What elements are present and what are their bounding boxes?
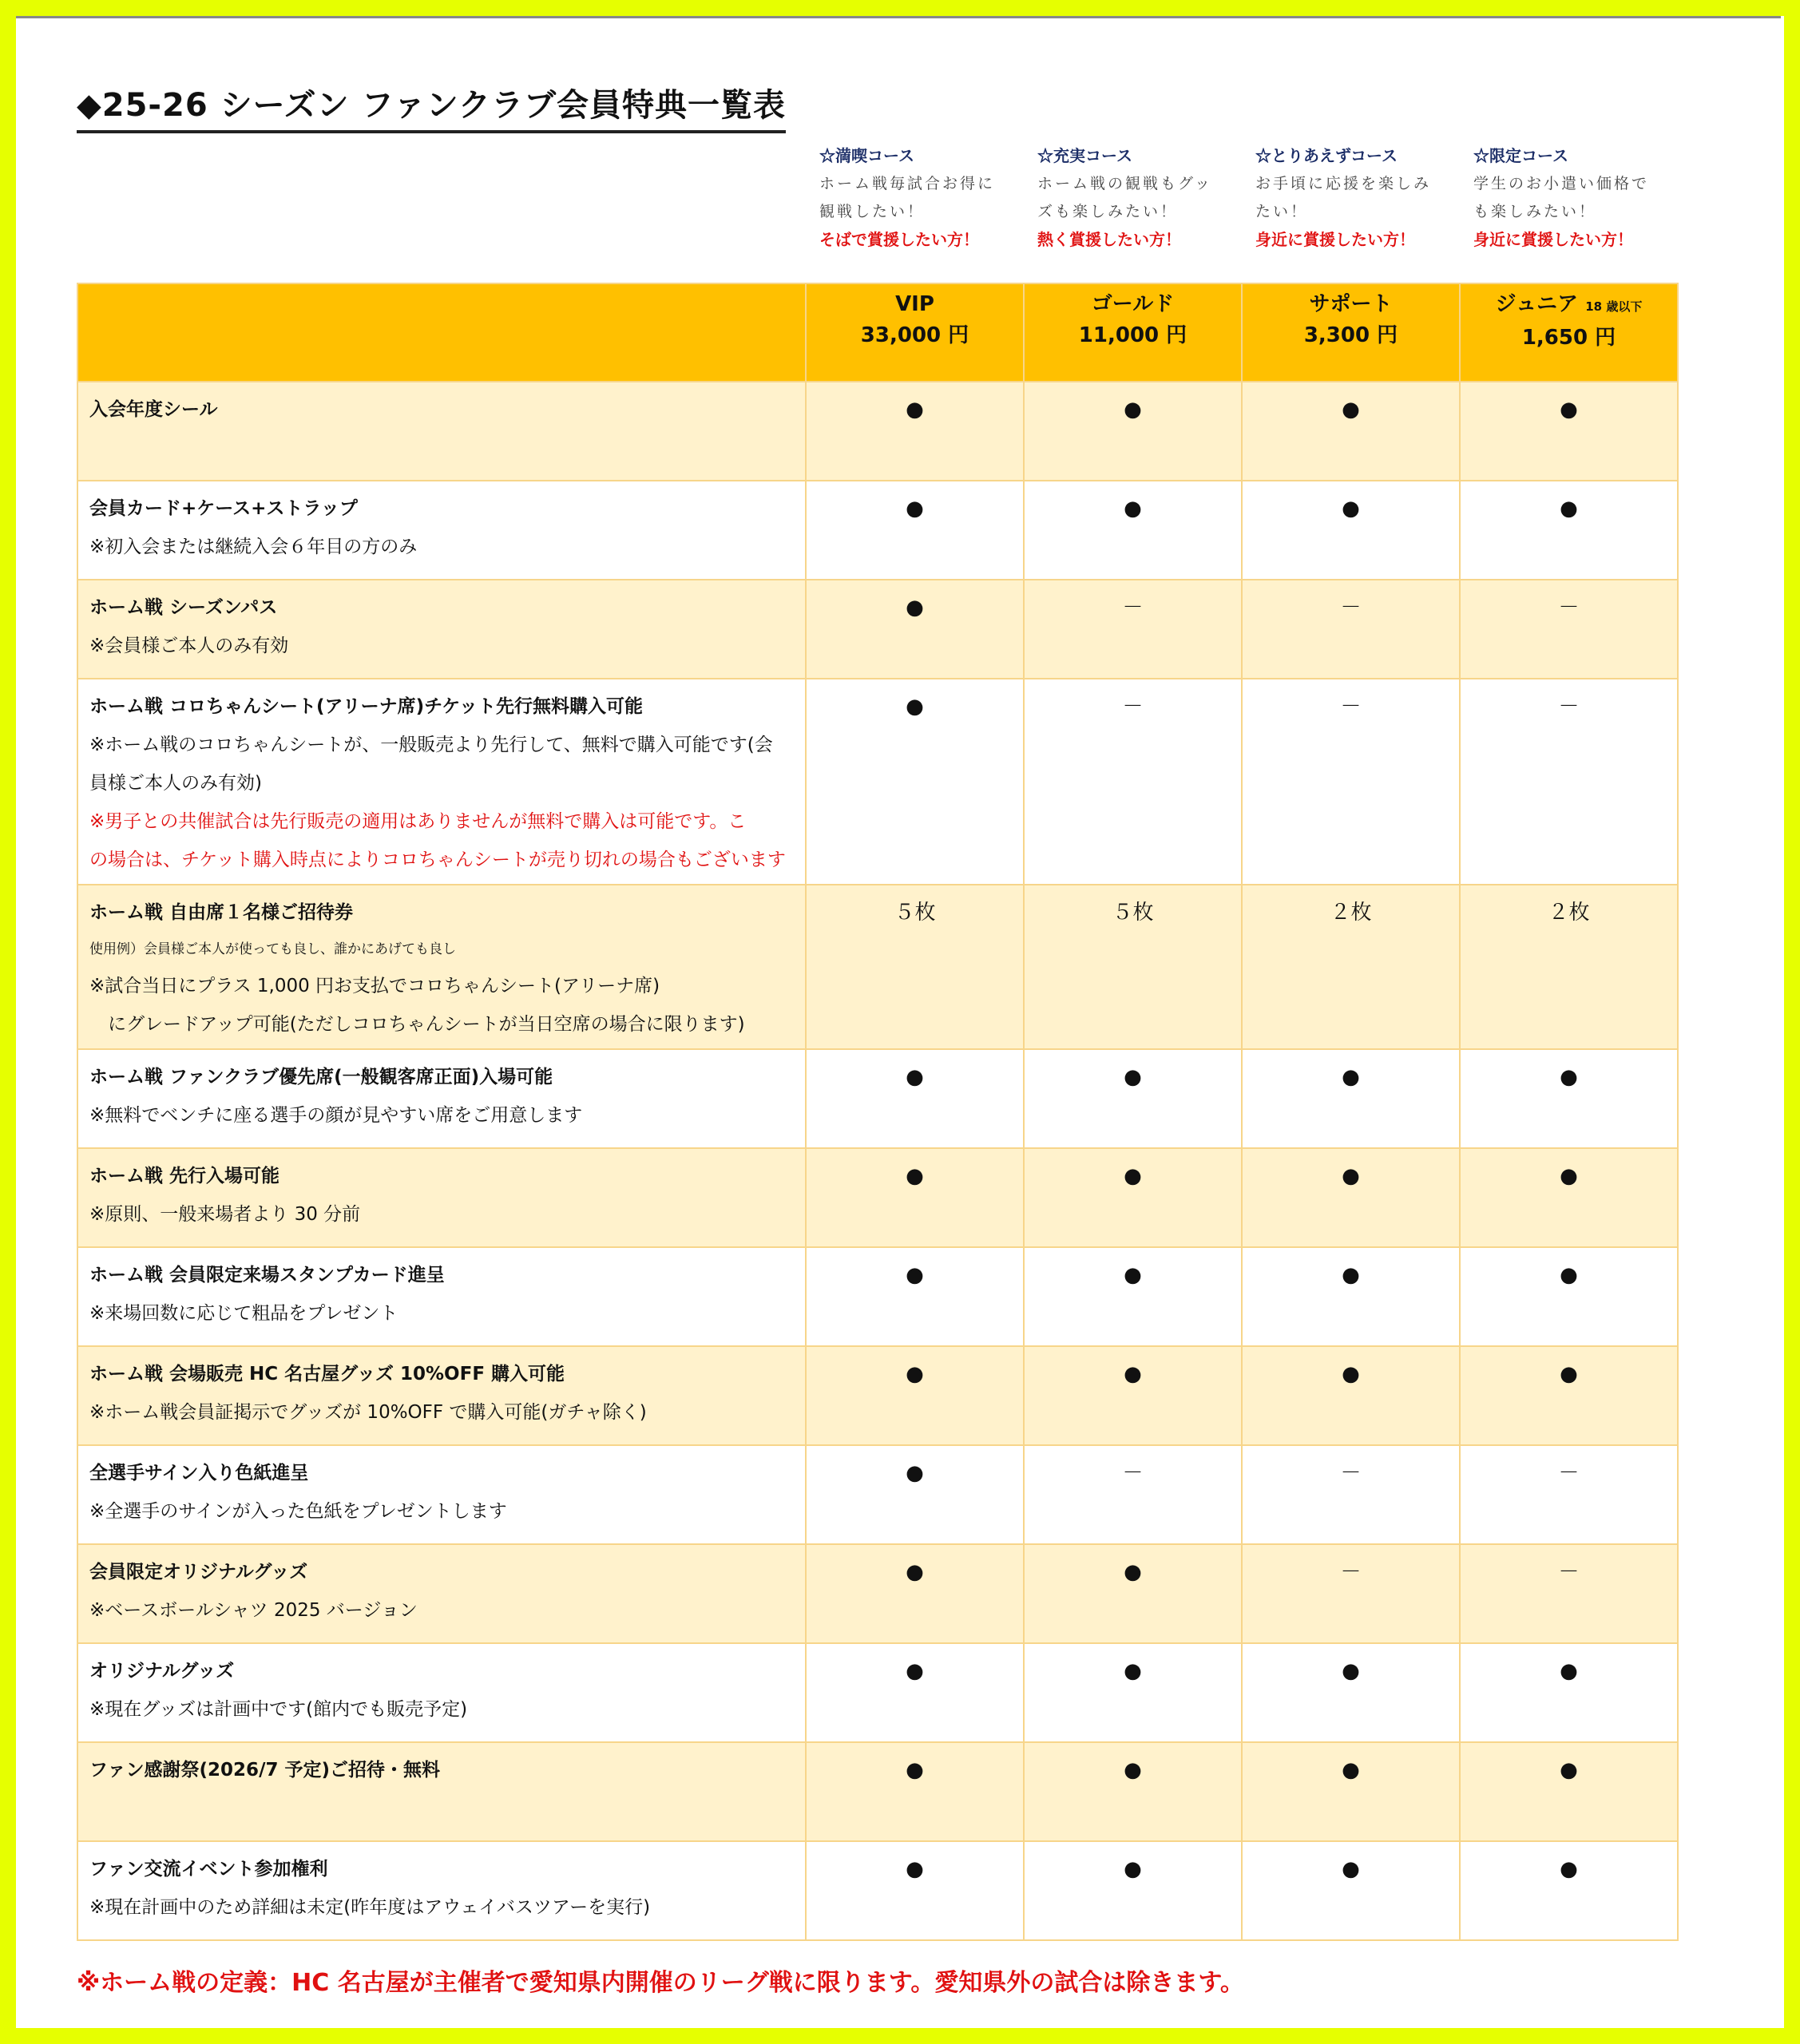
plan-availability-cell: ●	[1242, 1049, 1460, 1148]
plan-price: 11,000 円	[1078, 323, 1187, 347]
benefit-name: オリジナルグッズ	[89, 1661, 235, 1682]
table-row	[77, 481, 1678, 580]
benefit-cell	[77, 1445, 806, 1544]
plan-availability-cell: ●	[1242, 1346, 1460, 1445]
table-row	[77, 1445, 1678, 1544]
course-desc: お手頃に応援を楽しみ	[1255, 175, 1432, 192]
benefit-note: にグレードアップ可能(ただしコロちゃんシートが当日空席の場合に限ります)	[89, 1014, 745, 1035]
benefit-name: 会員カード+ケース+ストラップ	[89, 498, 358, 519]
plan-price: 1,650 円	[1521, 326, 1616, 350]
table-row	[77, 1148, 1678, 1247]
plan-availability-cell: ●	[1024, 1643, 1242, 1742]
plan-availability-cell: ●	[1460, 1148, 1678, 1247]
plan-age-note: 18 歳以下	[1585, 299, 1643, 314]
plan-availability-cell: ●	[1024, 1346, 1242, 1445]
top-divider	[16, 16, 1781, 18]
benefit-name: ホーム戦 シーズンパス	[89, 597, 278, 618]
plan-price: 3,300 円	[1303, 323, 1398, 347]
course-name: ☆とりあえずコース	[1255, 146, 1398, 165]
plan-availability-cell: ●	[1242, 1742, 1460, 1841]
benefit-name: 入会年度シール	[89, 399, 218, 420]
plan-header-support	[1242, 283, 1460, 382]
plan-availability-cell: ●	[806, 1148, 1024, 1247]
plan-availability-cell: ●	[1460, 1841, 1678, 1940]
benefit-note: ※無料でベンチに座る選手の顔が見やすい席をご用意します	[89, 1105, 583, 1126]
course-tagline: 身近に賞援したい方！	[1255, 230, 1415, 249]
benefit-cell	[77, 1742, 806, 1841]
plan-availability-cell: ●	[1024, 1247, 1242, 1346]
course-name: ☆充実コース	[1037, 146, 1132, 165]
plan-availability-cell: ●	[1242, 1841, 1460, 1940]
plan-availability-cell: ●	[1024, 1742, 1242, 1841]
benefits-table	[77, 283, 1679, 1941]
benefit-name: ホーム戦 会場販売 HC 名古屋グッズ 10%OFF 購入可能	[89, 1364, 565, 1384]
plan-availability-cell: －	[1460, 580, 1678, 679]
plan-availability-cell: ●	[1024, 1049, 1242, 1148]
plan-header-junior	[1460, 283, 1678, 382]
benefit-name: 全選手サイン入り色紙進呈	[89, 1463, 309, 1483]
table-row	[77, 1742, 1678, 1841]
course-description	[1255, 142, 1447, 254]
benefit-name: ファン感謝祭(2026/7 予定)ご招待・無料	[89, 1760, 440, 1781]
plan-availability-cell: ●	[806, 679, 1024, 885]
benefit-name: ファン交流イベント参加権利	[89, 1859, 328, 1880]
benefit-cell	[77, 1544, 806, 1643]
table-row	[77, 885, 1678, 1049]
course-desc: ホーム戦毎試合お得に	[819, 175, 996, 192]
plan-availability-cell: ５枚	[806, 885, 1024, 1049]
plan-name: ゴールド	[1091, 292, 1175, 316]
plan-name: VIP	[895, 292, 934, 316]
benefit-cell	[77, 580, 806, 679]
course-desc: たい！	[1255, 203, 1309, 220]
benefit-cell	[77, 1643, 806, 1742]
plan-availability-cell: －	[1460, 1445, 1678, 1544]
plan-availability-cell: ●	[806, 1643, 1024, 1742]
course-desc: ホーム戦の観戦もグッ	[1037, 175, 1213, 192]
plan-availability-cell: ●	[1024, 382, 1242, 481]
plan-availability-cell: －	[1024, 679, 1242, 885]
course-name: ☆限定コース	[1473, 146, 1568, 165]
table-row	[77, 580, 1678, 679]
plan-availability-cell: ●	[1242, 1148, 1460, 1247]
plan-availability-cell: ●	[806, 1346, 1024, 1445]
benefit-cell	[77, 1841, 806, 1940]
benefit-note: ※ホーム戦のコロちゃんシートが、一般販売より先行して、無料で購入可能です(会	[89, 735, 773, 755]
page-title: ◆25-26 シーズン ファンクラブ会員特典一覧表	[77, 80, 786, 133]
plan-availability-cell: －	[1024, 580, 1242, 679]
benefit-note: ※来場回数に応じて粗品をプレゼント	[89, 1303, 398, 1324]
benefit-note: ※会員様ご本人のみ有効	[89, 636, 289, 656]
course-name: ☆満喫コース	[819, 146, 914, 165]
plan-availability-cell: ●	[1024, 1544, 1242, 1643]
plan-availability-cell: ●	[1460, 1049, 1678, 1148]
plan-availability-cell: ●	[1460, 1346, 1678, 1445]
plan-availability-cell: －	[1242, 1445, 1460, 1544]
plan-availability-cell: ●	[1460, 1742, 1678, 1841]
plan-availability-cell: ２枚	[1460, 885, 1678, 1049]
plan-availability-cell: －	[1242, 580, 1460, 679]
benefit-name: ホーム戦 会員限定来場スタンプカード進呈	[89, 1265, 445, 1285]
home-game-definition-note: ※ホーム戦の定義：HC 名古屋が主催者で愛知県内開催のリーグ戦に限ります。愛知県外の試合は除きます。	[77, 1969, 1244, 1997]
plan-availability-cell: ５枚	[1024, 885, 1242, 1049]
benefit-cell	[77, 885, 806, 1049]
plan-availability-cell: ●	[806, 1841, 1024, 1940]
benefit-cell	[77, 382, 806, 481]
plan-name-text: ジュニア	[1495, 292, 1579, 316]
plan-availability-cell: ●	[806, 1049, 1024, 1148]
course-desc: 学生のお小遣い価格で	[1473, 175, 1650, 192]
plan-availability-cell: ●	[806, 580, 1024, 679]
benefit-name: ホーム戦 ファンクラブ優先席(一般観客席正面)入場可能	[89, 1067, 553, 1087]
benefit-cell	[77, 1049, 806, 1148]
benefit-cell	[77, 1346, 806, 1445]
plan-availability-cell: ●	[806, 1445, 1024, 1544]
plan-availability-cell: ●	[806, 481, 1024, 580]
course-desc: ズも楽しみたい！	[1037, 203, 1179, 220]
table-row	[77, 1544, 1678, 1643]
benefit-cell	[77, 1247, 806, 1346]
plan-availability-cell: －	[1024, 1445, 1242, 1544]
plan-availability-cell: ●	[1242, 481, 1460, 580]
plan-header-vip	[806, 283, 1024, 382]
header-row	[77, 283, 1678, 382]
plan-availability-cell: －	[1242, 1544, 1460, 1643]
plan-header-gold	[1024, 283, 1242, 382]
course-tagline: 熱く賞援したい方！	[1037, 230, 1181, 249]
table-row	[77, 382, 1678, 481]
table-row	[77, 679, 1678, 885]
benefit-name: ホーム戦 先行入場可能	[89, 1166, 280, 1186]
course-tagline: そばで賞援したい方！	[819, 230, 979, 249]
table-row	[77, 1841, 1678, 1940]
plan-availability-cell: ●	[1460, 382, 1678, 481]
plan-availability-cell: －	[1460, 679, 1678, 885]
course-tagline: 身近に賞援したい方！	[1473, 230, 1633, 249]
plan-name: サポート	[1309, 292, 1393, 316]
benefit-note: ※ホーム戦会員証掲示でグッズが 10%OFF で購入可能(ガチャ除く)	[89, 1402, 647, 1423]
plan-availability-cell: －	[1460, 1544, 1678, 1643]
benefit-name: ホーム戦 自由席１名様ご招待券	[89, 902, 354, 923]
benefit-note: ※ベースボールシャツ 2025 バージョン	[89, 1600, 418, 1621]
plan-price: 33,000 円	[860, 323, 969, 347]
plan-availability-cell: ●	[806, 1247, 1024, 1346]
plan-availability-cell: ●	[1460, 481, 1678, 580]
benefit-cell	[77, 1148, 806, 1247]
benefit-note: ※初入会または継続入会６年目の方のみ	[89, 537, 418, 557]
benefit-name: ホーム戦 コロちゃんシート(アリーナ席)チケット先行無料購入可能	[89, 696, 644, 717]
plan-availability-cell: ●	[1024, 1148, 1242, 1247]
plan-availability-cell: ２枚	[1242, 885, 1460, 1049]
benefit-note: 使用例）会員様ご本人が使っても良し、誰かにあげても良し	[89, 941, 456, 957]
course-description	[1037, 142, 1229, 254]
course-desc: 観戦したい！	[819, 203, 926, 220]
plan-availability-cell: ●	[1460, 1643, 1678, 1742]
course-description	[819, 142, 1011, 254]
course-description	[1473, 142, 1665, 254]
benefit-cell	[77, 679, 806, 885]
course-desc: も楽しみたい！	[1473, 203, 1597, 220]
benefit-note: ※現在グッズは計画中です(館内でも販売予定)	[89, 1699, 468, 1720]
benefit-note: ※全選手のサインが入った色紙をプレゼントします	[89, 1501, 507, 1522]
plan-availability-cell: ●	[1242, 1247, 1460, 1346]
table-row	[77, 1346, 1678, 1445]
table-row	[77, 1643, 1678, 1742]
benefit-cell	[77, 481, 806, 580]
table-row	[77, 1049, 1678, 1148]
table-row	[77, 1247, 1678, 1346]
benefit-note: ※現在計画中のため詳細は未定(昨年度はアウェイバスツアーを実行)	[89, 1897, 651, 1918]
plan-name	[1461, 289, 1676, 322]
benefit-note: ※原則、一般来場者より 30 分前	[89, 1204, 361, 1225]
plan-availability-cell: ●	[806, 1742, 1024, 1841]
plan-availability-cell: ●	[1460, 1247, 1678, 1346]
plan-availability-cell: ●	[1242, 1643, 1460, 1742]
plan-availability-cell: ●	[806, 1544, 1024, 1643]
benefit-name: 会員限定オリジナルグッズ	[89, 1562, 308, 1583]
benefit-note: の場合は、チケット購入時点によりコロちゃんシートが売り切れの場合もございます	[89, 850, 786, 870]
plan-availability-cell: ●	[806, 382, 1024, 481]
benefit-note: ※男子との共催試合は先行販売の適用はありませんが無料で購入は可能です。こ	[89, 811, 747, 832]
plan-availability-cell: ●	[1024, 1841, 1242, 1940]
benefit-note: ※試合当日にプラス 1,000 円お支払でコロちゃんシート(アリーナ席)	[89, 976, 660, 996]
benefit-note: 員様ご本人のみ有効)	[89, 773, 262, 794]
plan-availability-cell: －	[1242, 679, 1460, 885]
plan-availability-cell: ●	[1242, 382, 1460, 481]
plan-availability-cell: ●	[1024, 481, 1242, 580]
header-blank-cell	[77, 283, 806, 382]
